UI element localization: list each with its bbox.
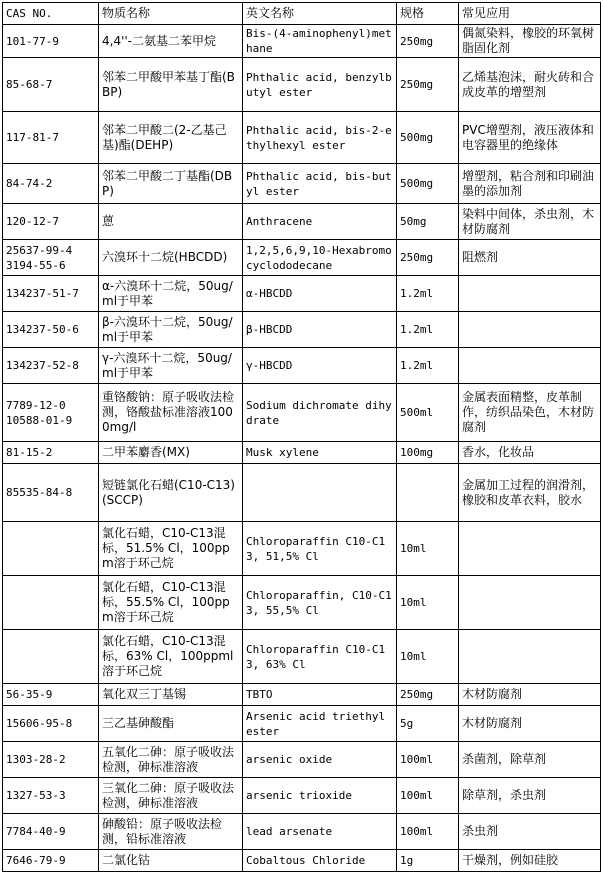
spec-cell: 250mg: [397, 684, 459, 706]
chinese-name-cell: 重铬酸钠：原子吸收法检测，铬酸盐标准溶液1000mg/l: [99, 384, 243, 442]
spec-cell: 10ml: [397, 576, 459, 630]
spec-cell: 500mg: [397, 164, 459, 204]
header-substance-name: 物质名称: [99, 3, 243, 25]
table-row: [3, 522, 601, 576]
chinese-name-cell: 邻苯二甲酸二丁基酯(DBP): [99, 164, 243, 204]
english-name-cell: arsenic oxide: [243, 742, 397, 778]
english-name-cell: Anthracene: [243, 204, 397, 240]
cas-cell: [3, 630, 99, 684]
application-cell: [459, 576, 601, 630]
chinese-name-cell: 4,4''-二氨基二苯甲烷: [99, 25, 243, 58]
english-name-cell: Arsenic acid triethyl ester: [243, 706, 397, 742]
chinese-name-cell: 氯化石蜡，C10-C13混标，55.5% Cl，100ppm溶于环己烷: [99, 576, 243, 630]
spec-cell: 250mg: [397, 240, 459, 276]
table-row: [3, 706, 601, 742]
cas-cell: 120-12-7: [3, 204, 99, 240]
spec-cell: 50mg: [397, 204, 459, 240]
application-cell: [459, 348, 601, 384]
header-spec: 规格: [397, 3, 459, 25]
cas-cell: 81-15-2: [3, 442, 99, 464]
spec-cell: [397, 464, 459, 522]
english-name-cell: Musk xylene: [243, 442, 397, 464]
table-row: [3, 58, 601, 112]
chinese-name-cell: 氯化石蜡，C10-C13混标，51.5% Cl，100ppm溶于环己烷: [99, 522, 243, 576]
chinese-name-cell: γ-六溴环十二烷，50ug/ml于甲苯: [99, 348, 243, 384]
application-cell: [459, 276, 601, 312]
spec-cell: 100ml: [397, 742, 459, 778]
table-row: [3, 684, 601, 706]
spec-cell: 5g: [397, 706, 459, 742]
spec-cell: 1.2ml: [397, 276, 459, 312]
spec-cell: 10ml: [397, 630, 459, 684]
english-name-cell: Chloroparaffin, C10-C13, 55,5% Cl: [243, 576, 397, 630]
cas-cell: 134237-50-6: [3, 312, 99, 348]
english-name-cell: Phthalic acid, bis-butyl ester: [243, 164, 397, 204]
spec-cell: 500mg: [397, 112, 459, 164]
cas-cell: 134237-51-7: [3, 276, 99, 312]
table-row: [3, 442, 601, 464]
application-cell: [459, 522, 601, 576]
spec-cell: 1.2ml: [397, 348, 459, 384]
application-cell: 除草剂，杀虫剂: [459, 778, 601, 814]
table-row: [3, 312, 601, 348]
english-name-cell: Cobaltous Chloride: [243, 850, 397, 872]
chinese-name-cell: α-六溴环十二烷，50ug/ml于甲苯: [99, 276, 243, 312]
table-row: [3, 742, 601, 778]
table-row: [3, 576, 601, 630]
application-cell: PVC增塑剂，液压液体和电容器里的绝缘体: [459, 112, 601, 164]
chinese-name-cell: 氯化石蜡，C10-C13混标，63% Cl，100ppml溶于环己烷: [99, 630, 243, 684]
cas-cell: 101-77-9: [3, 25, 99, 58]
english-name-cell: Sodium dichromate dihydrate: [243, 384, 397, 442]
english-name-cell: Phthalic acid, bis-2-ethylhexyl ester: [243, 112, 397, 164]
cas-cell: 1327-53-3: [3, 778, 99, 814]
spec-cell: 100ml: [397, 778, 459, 814]
chinese-name-cell: 三乙基砷酸酯: [99, 706, 243, 742]
spec-cell: 500ml: [397, 384, 459, 442]
application-cell: 偶氮染料，橡胶的环氧树脂固化剂: [459, 25, 601, 58]
table-row: [3, 204, 601, 240]
table-row: [3, 112, 601, 164]
application-cell: 金属表面精整，皮革制作，纺织品染色，木材防腐剂: [459, 384, 601, 442]
header-application: 常见应用: [459, 3, 601, 25]
chinese-name-cell: 氧化双三丁基锡: [99, 684, 243, 706]
application-cell: [459, 312, 601, 348]
table-row: [3, 240, 601, 276]
chinese-name-cell: 三氧化二砷：原子吸收法检测，砷标准溶液: [99, 778, 243, 814]
english-name-cell: Chloroparaffin C10-C13, 63% Cl: [243, 630, 397, 684]
table-header-row: [3, 3, 601, 25]
application-cell: 木材防腐剂: [459, 684, 601, 706]
cas-cell: 7789-12-0 10588-01-9: [3, 384, 99, 442]
cas-cell: 56-35-9: [3, 684, 99, 706]
chinese-name-cell: 邻苯二甲酸甲苯基丁酯(BBP): [99, 58, 243, 112]
cas-cell: 85-68-7: [3, 58, 99, 112]
english-name-cell: Phthalic acid, benzylbutyl ester: [243, 58, 397, 112]
table-row: [3, 164, 601, 204]
table-row: [3, 850, 601, 872]
chinese-name-cell: 砷酸铅：原子吸收法检测，铅标准溶液: [99, 814, 243, 850]
application-cell: 杀菌剂，除草剂: [459, 742, 601, 778]
application-cell: 阻燃剂: [459, 240, 601, 276]
cas-cell: 84-74-2: [3, 164, 99, 204]
application-cell: 金属加工过程的润滑剂，橡胶和皮革衣料，胶水: [459, 464, 601, 522]
cas-cell: 1303-28-2: [3, 742, 99, 778]
spec-cell: 1.2ml: [397, 312, 459, 348]
application-cell: 干燥剂，例如硅胶: [459, 850, 601, 872]
application-cell: 香水，化妆品: [459, 442, 601, 464]
chinese-name-cell: 二甲苯麝香(MX): [99, 442, 243, 464]
table-row: [3, 25, 601, 58]
english-name-cell: TBTO: [243, 684, 397, 706]
application-cell: 增塑剂，粘合剂和印刷油墨的添加剂: [459, 164, 601, 204]
application-cell: 染料中间体，杀虫剂，木材防腐剂: [459, 204, 601, 240]
table-row: [3, 276, 601, 312]
application-cell: [459, 630, 601, 684]
english-name-cell: arsenic trioxide: [243, 778, 397, 814]
application-cell: 杀虫剂: [459, 814, 601, 850]
cas-cell: 7784-40-9: [3, 814, 99, 850]
cas-cell: 85535-84-8: [3, 464, 99, 522]
application-cell: 乙烯基泡沫，耐火砖和合成皮革的增塑剂: [459, 58, 601, 112]
cas-cell: 134237-52-8: [3, 348, 99, 384]
english-name-cell: 1,2,5,6,9,10-Hexabromocyclododecane: [243, 240, 397, 276]
chinese-name-cell: β-六溴环十二烷，50ug/ml于甲苯: [99, 312, 243, 348]
spec-cell: 250mg: [397, 25, 459, 58]
chinese-name-cell: 六溴环十二烷(HBCDD): [99, 240, 243, 276]
chinese-name-cell: 蒽: [99, 204, 243, 240]
chinese-name-cell: 二氯化钴: [99, 850, 243, 872]
table-row: [3, 348, 601, 384]
header-cas-no: CAS NO.: [3, 3, 99, 25]
english-name-cell: lead arsenate: [243, 814, 397, 850]
application-cell: 木材防腐剂: [459, 706, 601, 742]
table-row: [3, 630, 601, 684]
table-row: [3, 464, 601, 522]
spec-cell: 250mg: [397, 58, 459, 112]
header-english-name: 英文名称: [243, 3, 397, 25]
cas-cell: 117-81-7: [3, 112, 99, 164]
chinese-name-cell: 五氧化二砷：原子吸收法检测，砷标准溶液: [99, 742, 243, 778]
english-name-cell: β-HBCDD: [243, 312, 397, 348]
english-name-cell: [243, 464, 397, 522]
spec-cell: 10ml: [397, 522, 459, 576]
english-name-cell: γ-HBCDD: [243, 348, 397, 384]
chinese-name-cell: 邻苯二甲酸二(2-乙基己基)酯(DEHP): [99, 112, 243, 164]
english-name-cell: α-HBCDD: [243, 276, 397, 312]
cas-cell: 25637-99-4 3194-55-6: [3, 240, 99, 276]
table-row: [3, 814, 601, 850]
cas-cell: [3, 576, 99, 630]
cas-cell: [3, 522, 99, 576]
table-row: [3, 384, 601, 442]
spec-cell: 1g: [397, 850, 459, 872]
english-name-cell: Bis-(4-aminophenyl)methane: [243, 25, 397, 58]
chinese-name-cell: 短链氯化石蜡(C10-C13)(SCCP): [99, 464, 243, 522]
cas-cell: 15606-95-8: [3, 706, 99, 742]
spec-cell: 100mg: [397, 442, 459, 464]
chemical-substance-table: [2, 2, 601, 872]
spec-cell: 100ml: [397, 814, 459, 850]
table-row: [3, 778, 601, 814]
cas-cell: 7646-79-9: [3, 850, 99, 872]
english-name-cell: Chloroparaffin C10-C13, 51,5% Cl: [243, 522, 397, 576]
